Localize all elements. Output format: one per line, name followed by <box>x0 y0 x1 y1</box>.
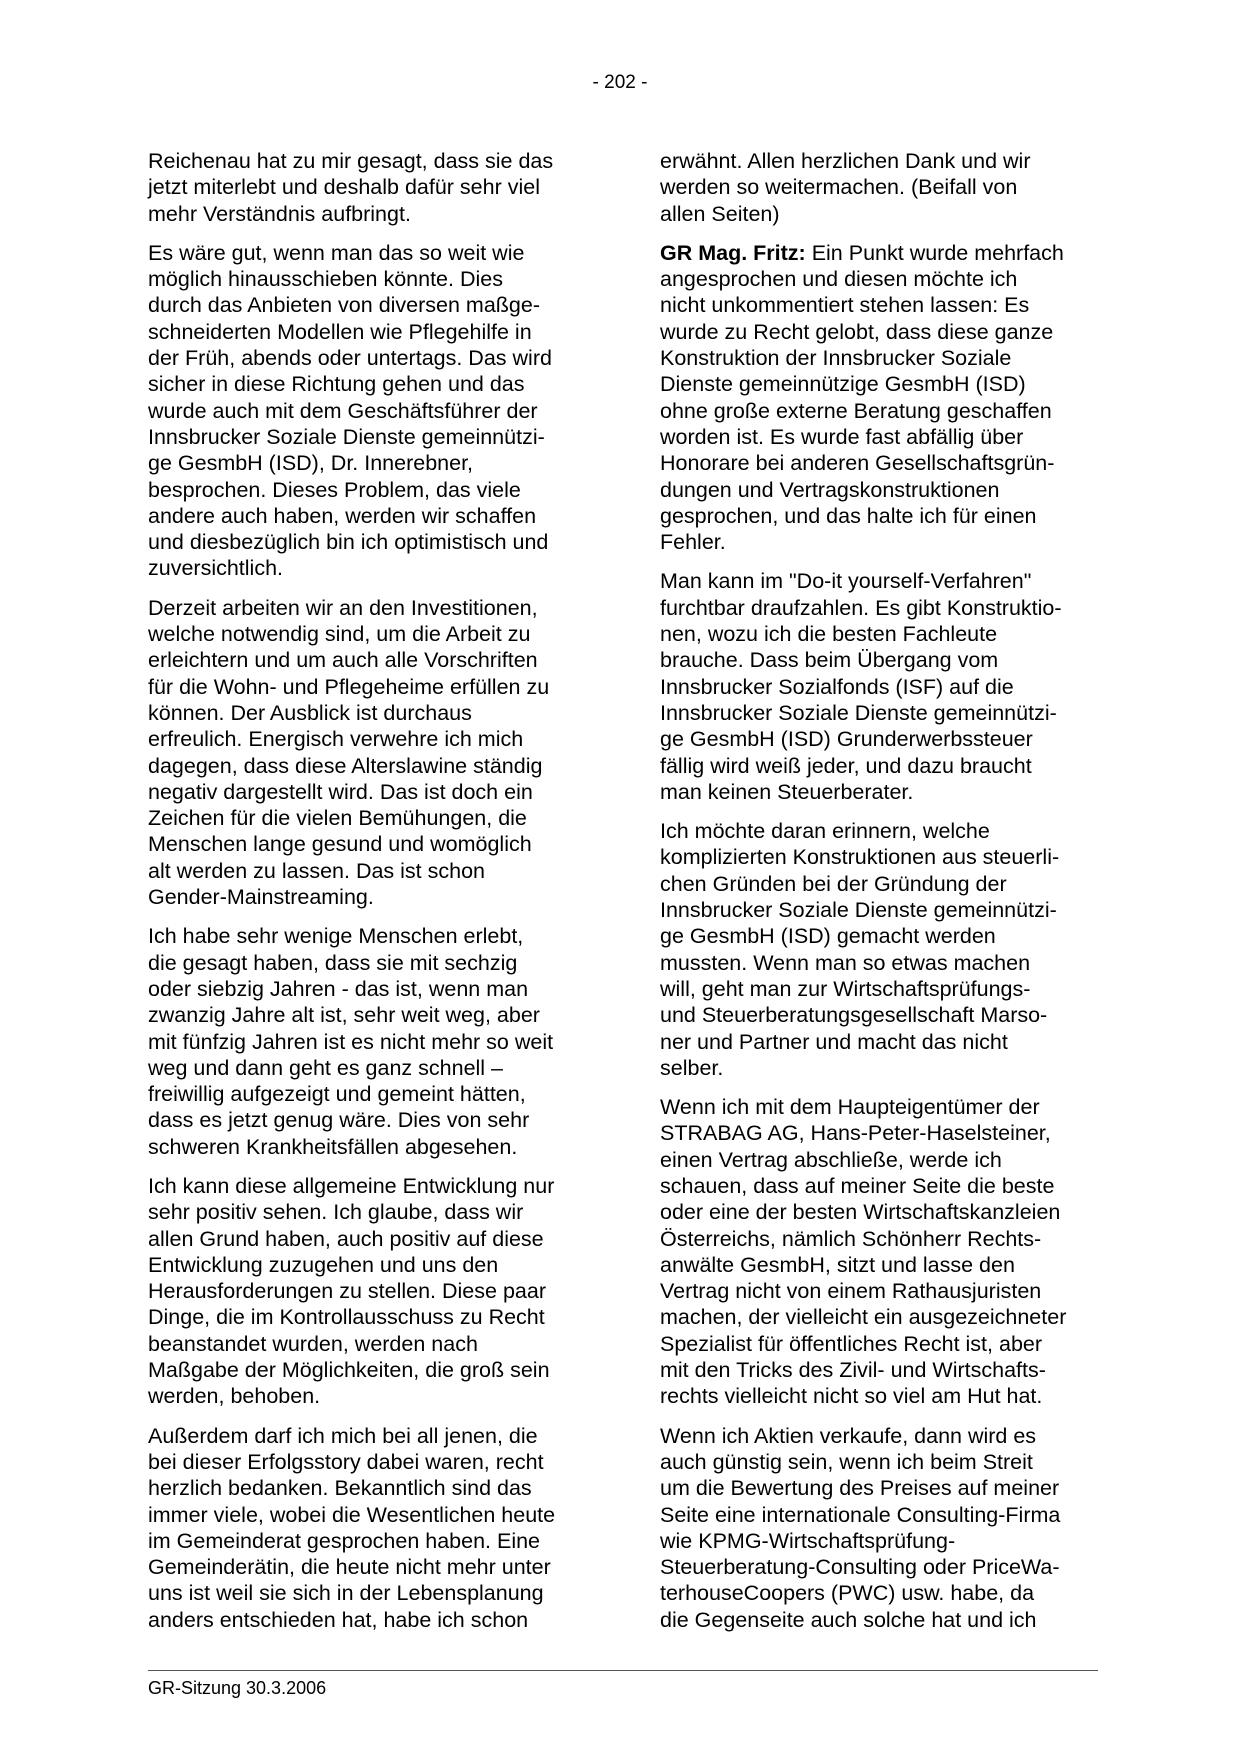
text-line: Seite eine internationale Consulting-Firma <box>660 1502 1061 1527</box>
text-line: man keinen Steuerberater. <box>660 779 914 804</box>
text-line: Steuerberatung-Consulting oder PriceWa- <box>660 1555 1060 1580</box>
text-line: Honorare bei anderen Gesellschaftsgrün- <box>660 451 1055 476</box>
text-line: mussten. Wenn man so etwas machen <box>660 950 1031 975</box>
text-line: anwälte GesmbH, sitzt und lasse den <box>660 1252 1015 1277</box>
text-line: bei dieser Erfolgsstory dabei waren, recht <box>148 1449 544 1474</box>
speech-text: Ein Punkt wurde mehrfach <box>805 240 1064 265</box>
text-line: sehr positiv sehen. Ich glaube, dass wir <box>148 1200 524 1225</box>
text-line: STRABAG AG, Hans-Peter-Haselsteiner, <box>660 1121 1051 1146</box>
text-line: furchtbar draufzahlen. Es gibt Konstruktio- <box>660 595 1062 620</box>
text-line: mit den Tricks des Zivil- und Wirtschafts- <box>660 1358 1046 1383</box>
text-line: brauche. Dass beim Übergang vom <box>660 648 999 673</box>
text-line: Ich kann diese allgemeine Entwicklung nur <box>148 1173 555 1198</box>
text-line: werden, behoben. <box>148 1384 321 1409</box>
text-line: oder siebzig Jahren - das ist, wenn man <box>148 976 529 1001</box>
paragraph <box>660 148 1100 227</box>
text-line: fällig wird weiß jeder, und dazu braucht <box>660 753 1032 778</box>
text-line: immer viele, wobei die Wesentlichen heute <box>148 1502 556 1527</box>
text-line: Man kann im "Do-it yourself-Verfahren" <box>660 569 1032 594</box>
text-line: durch das Anbieten von diversen maßge- <box>148 293 541 318</box>
paragraph <box>660 1423 1100 1633</box>
text-line: weg und dann geht es ganz schnell – <box>148 1055 504 1080</box>
text-line: wurde zu Recht gelobt, dass diese ganze <box>660 319 1054 344</box>
text-line: Maßgabe der Möglichkeiten, die groß sein <box>148 1358 550 1383</box>
text-line: Spezialist für öffentliches Recht ist, aber <box>660 1331 1043 1356</box>
text-line: einen Vertrag abschließe, werde ich <box>660 1147 1002 1172</box>
text-line: allen Grund haben, auch positiv auf diese <box>148 1226 544 1251</box>
text-line: jetzt miterlebt und deshalb dafür sehr viel <box>148 175 540 200</box>
text-line <box>660 240 1100 266</box>
right-column <box>660 148 1100 1646</box>
text-line: für die Wohn- und Pflegeheime erfüllen zu <box>148 674 550 699</box>
text-line: herzlich bedanken. Bekanntlich sind das <box>148 1476 532 1501</box>
text-line: Ich möchte daran erinnern, welche <box>660 819 990 844</box>
text-line: ohne große externe Beratung geschaffen <box>660 398 1052 423</box>
paragraph <box>148 148 588 227</box>
text-line: möglich hinausschieben könnte. Dies <box>148 267 503 292</box>
text-line: Herausforderungen zu stellen. Diese paar <box>148 1279 546 1304</box>
paragraph <box>148 1173 588 1410</box>
text-line: gesprochen, und das halte ich für einen <box>660 503 1037 528</box>
text-line: Derzeit arbeiten wir an den Investitionen, <box>148 595 538 620</box>
text-line: Dienste gemeinnützige GesmbH (ISD) <box>660 372 1026 397</box>
text-line: ge GesmbH (ISD), Dr. Innerebner, <box>148 451 474 476</box>
paragraph <box>148 595 588 911</box>
text-line: und Steuerberatungsgesellschaft Marso- <box>660 1003 1048 1028</box>
text-line: wurde auch mit dem Geschäftsführer der <box>148 398 538 423</box>
text-line: anders entschieden hat, habe ich schon <box>148 1607 529 1632</box>
text-line: Innsbrucker Soziale Dienste gemeinnützi- <box>660 700 1057 725</box>
text-line: rechts vielleicht nicht so viel am Hut hat. <box>660 1384 1043 1409</box>
text-line: können. Der Ausblick ist durchaus <box>148 700 472 725</box>
text-line: erleichtern und um auch alle Vorschriften <box>148 648 538 673</box>
text-line: ge GesmbH (ISD) Grunderwerbssteuer <box>660 727 1033 752</box>
text-line: selber. <box>660 1055 724 1080</box>
text-line: schneiderten Modellen wie Pflegehilfe in <box>148 319 532 344</box>
text-line: sicher in diese Richtung gehen und das <box>148 372 525 397</box>
text-line: und diesbezüglich bin ich optimistisch und <box>148 530 549 555</box>
text-line: ner und Partner und macht das nicht <box>660 1029 1008 1054</box>
text-line: beanstandet wurden, werden nach <box>148 1331 478 1356</box>
text-line: Außerdem darf ich mich bei all jenen, die <box>148 1423 538 1448</box>
text-line: angesprochen und diesen möchte ich <box>660 267 1018 292</box>
text-line: erfreulich. Energisch verwehre ich mich <box>148 727 524 752</box>
text-line: Konstruktion der Innsbrucker Soziale <box>660 346 1012 371</box>
paragraph <box>660 1094 1100 1410</box>
text-line: Vertrag nicht von einem Rathausjuristen <box>660 1279 1042 1304</box>
text-line: Innsbrucker Soziale Dienste gemeinnützi- <box>660 898 1057 923</box>
text-line: der Früh, abends oder untertags. Das wird <box>148 346 552 371</box>
text-line: andere auch haben, werden wir schaffen <box>148 503 537 528</box>
text-line: Wenn ich Aktien verkaufe, dann wird es <box>660 1423 1037 1448</box>
paragraph <box>660 568 1100 805</box>
text-line: Entwicklung zuzugehen und uns den <box>148 1252 499 1277</box>
text-line: besprochen. Dieses Problem, das viele <box>148 477 521 502</box>
text-line: uns ist weil sie sich in der Lebensplanung <box>148 1581 544 1606</box>
footer-session-date: GR-Sitzung 30.3.2006 <box>148 1678 327 1698</box>
text-line: terhouseCoopers (PWC) usw. habe, da <box>660 1581 1035 1606</box>
text-line: Dinge, die im Kontrollausschuss zu Recht <box>148 1305 545 1330</box>
text-line: worden ist. Es wurde fast abfällig über <box>660 424 1024 449</box>
text-line: will, geht man zur Wirtschaftsprüfungs- <box>660 976 1031 1001</box>
text-line: Gemeinderätin, die heute nicht mehr unter <box>148 1555 551 1580</box>
text-line: welche notwendig sind, um die Arbeit zu <box>148 622 531 647</box>
text-line: zuversichtlich. <box>148 556 284 581</box>
text-line: Österreichs, nämlich Schönherr Rechts- <box>660 1226 1042 1251</box>
text-line: im Gemeinderat gesprochen haben. Eine <box>148 1528 541 1553</box>
text-line: mit fünfzig Jahren ist es nicht mehr so weit <box>148 1029 554 1054</box>
text-line: dungen und Vertragskonstruktionen <box>660 477 1000 502</box>
text-line: mehr Verständnis aufbringt. <box>148 201 411 226</box>
text-line: nen, wozu ich die besten Fachleute <box>660 622 998 647</box>
text-line: auch günstig sein, wenn ich beim Streit <box>660 1449 1033 1474</box>
text-line: komplizierten Konstruktionen aus steuerli- <box>660 845 1060 870</box>
text-line: Zeichen für die vielen Bemühungen, die <box>148 806 527 831</box>
paragraph <box>148 1423 588 1633</box>
text-line: Es wäre gut, wenn man das so weit wie <box>148 240 525 265</box>
paragraph <box>660 818 1100 1081</box>
text-line: schweren Krankheitsfällen abgesehen. <box>148 1134 518 1159</box>
paragraph <box>660 240 1100 556</box>
text-line: machen, der vielleicht ein ausgezeichneter <box>660 1305 1067 1330</box>
text-line: die Gegenseite auch solche hat und ich <box>660 1607 1037 1632</box>
text-line: zwanzig Jahre alt ist, sehr weit weg, aber <box>148 1003 540 1028</box>
text-line: schauen, dass auf meiner Seite die beste <box>660 1173 1055 1198</box>
text-line: erwähnt. Allen herzlichen Dank und wir <box>660 149 1031 173</box>
text-line: oder eine der besten Wirtschaftskanzleien <box>660 1200 1061 1225</box>
text-line: chen Gründen bei der Gründung der <box>660 871 1007 896</box>
footer-divider <box>148 1670 1098 1671</box>
text-line: freiwillig aufgezeigt und gemeint hätten, <box>148 1082 526 1107</box>
text-line: alt werden zu lassen. Das ist schon <box>148 858 485 883</box>
left-column <box>148 148 588 1646</box>
text-line: Reichenau hat zu mir gesagt, dass sie das <box>148 149 554 173</box>
paragraph <box>148 240 588 582</box>
text-line: die gesagt haben, dass sie mit sechzig <box>148 950 518 975</box>
text-line: ge GesmbH (ISD) gemacht werden <box>660 924 996 949</box>
text-line: negativ dargestellt wird. Das ist doch ein <box>148 779 533 804</box>
text-line: werden so weitermachen. (Beifall von <box>660 175 1018 200</box>
text-line: Ich habe sehr wenige Menschen erlebt, <box>148 924 524 949</box>
text-line: Innsbrucker Sozialfonds (ISF) auf die <box>660 674 1014 699</box>
text-line: Fehler. <box>660 530 726 555</box>
page-number: - 202 - <box>592 72 648 93</box>
text-line: Gender-Mainstreaming. <box>148 885 374 910</box>
speaker-name: GR Mag. Fritz: <box>660 240 806 265</box>
text-line: dagegen, dass diese Alterslawine ständig <box>148 753 543 778</box>
text-line: Wenn ich mit dem Haupteigentümer der <box>660 1095 1040 1120</box>
text-line: nicht unkommentiert stehen lassen: Es <box>660 293 1030 318</box>
text-line: dass es jetzt genug wäre. Dies von sehr <box>148 1108 530 1133</box>
text-line: allen Seiten) <box>660 201 780 226</box>
paragraph <box>148 923 588 1160</box>
text-line: Innsbrucker Soziale Dienste gemeinnützi- <box>148 424 545 449</box>
text-line: wie KPMG-Wirtschaftsprüfung- <box>660 1528 956 1553</box>
text-line: Menschen lange gesund und womöglich <box>148 832 532 857</box>
text-line: um die Bewertung des Preises auf meiner <box>660 1476 1060 1501</box>
